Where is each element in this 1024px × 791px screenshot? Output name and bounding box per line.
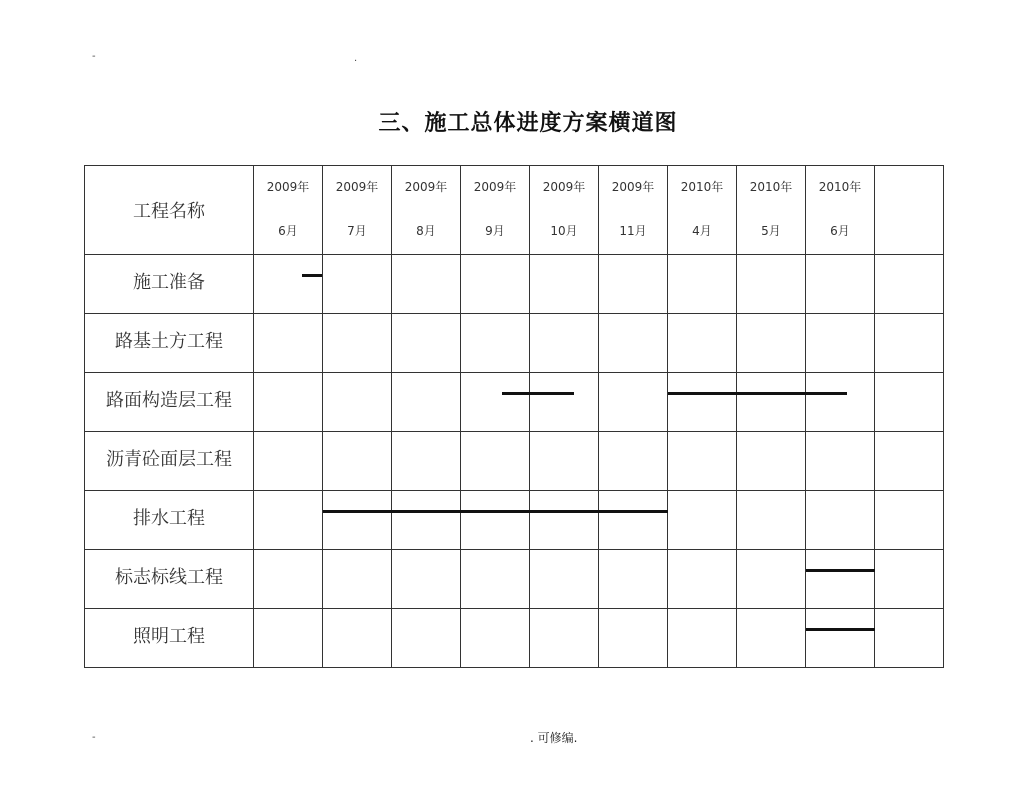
corner-mark-top-left: - — [92, 51, 96, 62]
schedule-cell — [323, 255, 392, 314]
task-name-cell — [85, 609, 254, 668]
schedule-cell — [254, 609, 323, 668]
schedule-cell — [461, 373, 530, 432]
schedule-cell — [392, 373, 461, 432]
schedule-cell — [737, 432, 806, 491]
schedule-cell — [599, 314, 668, 373]
task-row — [85, 609, 944, 668]
schedule-cell — [530, 314, 599, 373]
gantt-table — [84, 165, 944, 668]
schedule-cell — [530, 373, 599, 432]
schedule-cell — [737, 314, 806, 373]
month-header: 2010年 6月 — [806, 166, 875, 255]
task-row — [85, 314, 944, 373]
task-row — [85, 550, 944, 609]
task-name: 路基土方工程 — [115, 331, 223, 352]
schedule-cell — [530, 609, 599, 668]
schedule-cell — [461, 491, 530, 550]
schedule-cell — [461, 550, 530, 609]
schedule-cell — [806, 255, 875, 314]
task-name: 路面构造层工程 — [106, 390, 232, 411]
schedule-cell — [737, 255, 806, 314]
schedule-cell — [392, 550, 461, 609]
schedule-cell — [806, 550, 875, 609]
schedule-cell — [806, 491, 875, 550]
schedule-cell — [461, 314, 530, 373]
month-header: 2009年 10月 — [530, 166, 599, 255]
schedule-cell — [668, 491, 737, 550]
month-header: 2009年 11月 — [599, 166, 668, 255]
task-row — [85, 491, 944, 550]
corner-mark-bottom-left: - — [92, 732, 96, 743]
schedule-cell — [323, 550, 392, 609]
task-name-cell — [85, 255, 254, 314]
page-title: 三、施工总体进度方案横道图 — [378, 111, 678, 136]
schedule-cell — [599, 255, 668, 314]
schedule-cell — [737, 373, 806, 432]
task-name: 沥青砼面层工程 — [106, 449, 232, 470]
schedule-cell — [599, 550, 668, 609]
schedule-cell — [875, 255, 944, 314]
task-row — [85, 255, 944, 314]
schedule-cell — [392, 609, 461, 668]
schedule-cell — [599, 609, 668, 668]
task-row — [85, 373, 944, 432]
month-header: 2009年 9月 — [461, 166, 530, 255]
schedule-cell — [875, 314, 944, 373]
schedule-cell — [668, 373, 737, 432]
footer-note: . 可修编. — [530, 731, 578, 745]
header-row — [85, 166, 944, 255]
schedule-cell — [668, 255, 737, 314]
schedule-cell — [530, 491, 599, 550]
task-name: 排水工程 — [133, 508, 205, 529]
schedule-cell — [599, 491, 668, 550]
schedule-cell — [875, 550, 944, 609]
task-row — [85, 432, 944, 491]
schedule-cell — [668, 432, 737, 491]
schedule-cell — [254, 373, 323, 432]
task-name-cell — [85, 550, 254, 609]
schedule-cell — [737, 609, 806, 668]
schedule-cell — [737, 550, 806, 609]
schedule-cell — [668, 550, 737, 609]
schedule-cell — [392, 491, 461, 550]
schedule-cell — [530, 432, 599, 491]
month-header: 2010年 4月 — [668, 166, 737, 255]
task-name-cell — [85, 491, 254, 550]
schedule-cell — [806, 432, 875, 491]
schedule-cell — [392, 314, 461, 373]
schedule-cell — [599, 373, 668, 432]
schedule-cell — [806, 373, 875, 432]
task-name-cell — [85, 314, 254, 373]
schedule-cell — [323, 432, 392, 491]
schedule-cell — [530, 255, 599, 314]
month-header: 2010年 5月 — [737, 166, 806, 255]
task-name-cell — [85, 373, 254, 432]
schedule-cell — [323, 314, 392, 373]
schedule-cell — [254, 255, 323, 314]
schedule-cell — [323, 609, 392, 668]
task-name: 施工准备 — [133, 272, 205, 293]
schedule-cell — [461, 255, 530, 314]
schedule-cell — [806, 609, 875, 668]
schedule-cell — [599, 432, 668, 491]
schedule-cell — [806, 314, 875, 373]
schedule-cell — [392, 432, 461, 491]
schedule-cell — [323, 373, 392, 432]
schedule-cell — [254, 550, 323, 609]
task-name: 标志标线工程 — [115, 567, 223, 588]
schedule-cell — [668, 609, 737, 668]
month-header: 2009年 7月 — [323, 166, 392, 255]
schedule-cell — [875, 609, 944, 668]
month-header: 2009年 6月 — [254, 166, 323, 255]
schedule-cell — [875, 373, 944, 432]
schedule-cell — [875, 491, 944, 550]
schedule-cell — [530, 550, 599, 609]
task-name: 照明工程 — [133, 626, 205, 647]
schedule-cell — [254, 432, 323, 491]
month-header: 2009年 8月 — [392, 166, 461, 255]
schedule-cell — [461, 432, 530, 491]
schedule-cell — [254, 491, 323, 550]
empty-header-cell — [875, 166, 944, 255]
schedule-cell — [392, 255, 461, 314]
schedule-cell — [461, 609, 530, 668]
corner-mark-top-mid: . — [354, 53, 358, 64]
schedule-cell — [875, 432, 944, 491]
task-name-cell — [85, 432, 254, 491]
schedule-cell — [737, 491, 806, 550]
schedule-cell — [254, 314, 323, 373]
schedule-cell — [323, 491, 392, 550]
header-task-name: 工程名称 — [85, 166, 254, 255]
schedule-cell — [668, 314, 737, 373]
